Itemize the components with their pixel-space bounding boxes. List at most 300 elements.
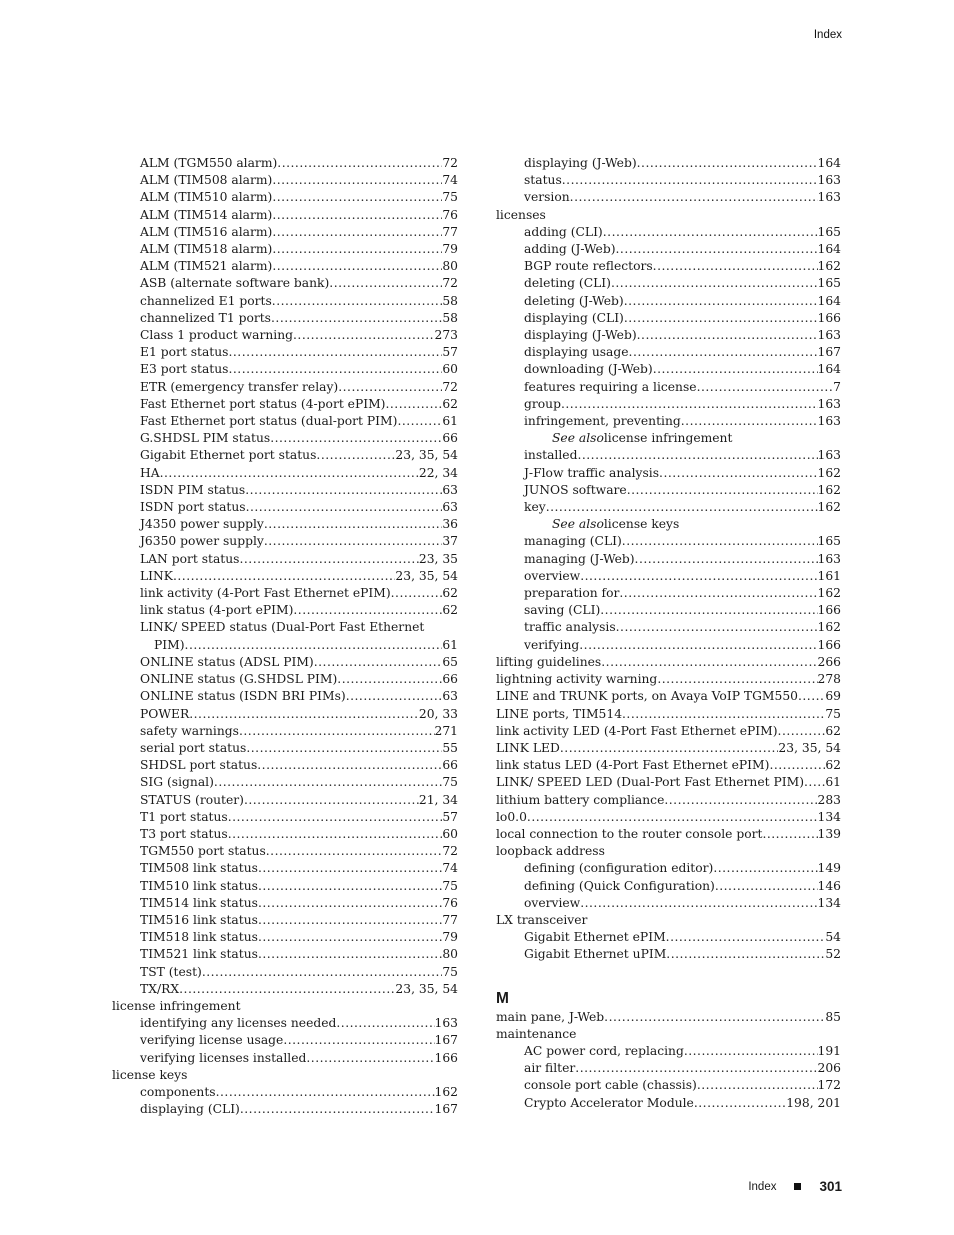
entry-text: AC power cord, replacing [524, 1043, 684, 1058]
entry-text: T3 port status [140, 826, 228, 841]
see-also-target: license infringement [603, 431, 733, 446]
entry-text: TGM550 port status [140, 844, 266, 859]
index-entry [112, 946, 458, 963]
dot-leader [240, 1101, 435, 1118]
dot-leader [239, 551, 418, 568]
index-entry [496, 344, 841, 361]
entry-text: lithium battery compliance [496, 792, 665, 807]
entry-pages: 58 [442, 293, 458, 308]
entry-pages: 55 [442, 740, 458, 755]
entry-pages: 63 [442, 689, 458, 704]
index-entry [496, 465, 841, 482]
dot-leader [778, 723, 826, 740]
dot-leader [575, 1060, 817, 1077]
dot-leader [314, 654, 443, 671]
entry-text: serial port status [140, 740, 247, 755]
dot-leader [258, 878, 442, 895]
index-entry [112, 396, 458, 413]
index-entry [496, 1060, 841, 1077]
dot-leader [622, 533, 818, 550]
index-entry [112, 155, 458, 172]
dot-leader [270, 430, 442, 447]
entry-pages: 66 [442, 672, 458, 687]
dot-leader [239, 723, 435, 740]
index-entry [496, 327, 841, 344]
dot-leader [271, 310, 442, 327]
index-entry [112, 327, 458, 344]
entry-text: overview [524, 568, 581, 583]
page-number: 301 [819, 1179, 842, 1194]
index-entry [496, 361, 841, 378]
entry-pages: 162 [817, 586, 841, 601]
dot-leader [611, 275, 818, 292]
entry-pages: 167 [817, 345, 841, 360]
entry-text: overview [524, 895, 581, 910]
index-entry [112, 172, 458, 189]
entry-pages: 75 [442, 878, 458, 893]
index-entry [112, 482, 458, 499]
dot-leader [577, 447, 817, 464]
entry-pages: 79 [442, 930, 458, 945]
dot-leader [579, 637, 817, 654]
entry-text: PIM) [154, 637, 185, 652]
entry-text: installed [524, 448, 578, 463]
entry-text: channelized E1 ports [140, 293, 272, 308]
entry-pages: 166 [434, 1050, 458, 1065]
entry-pages: 37 [442, 534, 458, 549]
running-head: Index [813, 29, 842, 41]
entry-pages: 72 [442, 844, 458, 859]
index-entry [496, 878, 841, 895]
index-entry [112, 809, 458, 826]
index-entry [112, 465, 458, 482]
footer-square-icon [794, 1183, 801, 1190]
index-entry [496, 585, 841, 602]
entry-pages: 165 [817, 276, 841, 291]
entry-text: ETR (emergency transfer relay) [140, 379, 339, 394]
entry-text: link activity LED (4-Port Fast Ethernet ePIM) [496, 723, 778, 738]
entry-pages: 164 [817, 362, 841, 377]
entry-pages: 75 [442, 964, 458, 979]
entry-text: main pane, J-Web [496, 1009, 605, 1024]
dot-leader [246, 499, 443, 516]
entry-pages: 166 [817, 637, 841, 652]
dot-leader [283, 1032, 434, 1049]
entry-pages: 75 [825, 706, 841, 721]
dot-leader [580, 895, 817, 912]
entry-text: licenses [496, 207, 546, 222]
index-entry [496, 912, 841, 929]
dot-leader [329, 275, 442, 292]
entry-pages: 62 [442, 396, 458, 411]
index-entry [496, 430, 841, 447]
dot-leader [272, 241, 442, 258]
entry-pages: 163 [817, 448, 841, 463]
entry-text: identifying any licenses needed [140, 1016, 337, 1031]
dot-leader [272, 258, 442, 275]
dot-leader [272, 207, 442, 224]
dot-leader [266, 843, 443, 860]
index-entry [496, 826, 841, 843]
index-entry [496, 1077, 841, 1094]
index-entry [496, 1026, 841, 1043]
index-entry [112, 981, 458, 998]
entry-text: SIG (signal) [140, 775, 214, 790]
index-entry [496, 602, 841, 619]
entry-text: ALM (TGM550 alarm) [140, 156, 278, 170]
entry-text: Gigabit Ethernet port status [140, 448, 317, 463]
dot-leader [272, 224, 442, 241]
index-entry [112, 241, 458, 258]
entry-text: ALM (TIM510 alarm) [140, 190, 273, 205]
dot-leader [228, 344, 442, 361]
entry-text: verifying [524, 637, 580, 652]
entry-text: downloading (J-Web) [524, 362, 653, 377]
index-entry [496, 757, 841, 774]
dot-leader [666, 946, 825, 963]
entry-pages: 162 [817, 259, 841, 274]
index-entry [112, 568, 458, 585]
dot-leader [216, 1084, 435, 1101]
entry-pages: 278 [817, 672, 841, 687]
dot-leader [272, 189, 442, 206]
entry-text: J-Flow traffic analysis [524, 465, 660, 480]
page-footer [748, 1179, 842, 1194]
entry-pages: 62 [442, 603, 458, 618]
dot-leader [570, 189, 818, 206]
entry-pages: 80 [442, 947, 458, 962]
entry-text: TIM508 link status [140, 861, 258, 876]
entry-pages: 66 [442, 431, 458, 446]
index-entry [112, 361, 458, 378]
entry-text: Fast Ethernet port status (dual-port PIM) [140, 414, 398, 429]
entry-pages: 36 [442, 517, 458, 532]
entry-text: ONLINE status (ADSL PIM) [140, 654, 314, 669]
dot-leader [653, 258, 818, 275]
index-entry [112, 533, 458, 550]
dot-leader [179, 981, 395, 998]
index-entry-continuation [112, 637, 458, 654]
entry-text: ALM (TIM516 alarm) [140, 224, 273, 239]
dot-leader [659, 465, 817, 482]
entry-text: Fast Ethernet port status (4-port ePIM) [140, 396, 386, 411]
index-entry [112, 585, 458, 602]
index-entry [496, 310, 841, 327]
dot-leader [637, 155, 818, 172]
index-entry [112, 344, 458, 361]
entry-text: ONLINE status (ISDN BRI PIMs) [140, 689, 346, 704]
entry-pages: 22, 34 [418, 465, 458, 480]
dot-leader [762, 826, 817, 843]
entry-pages: 72 [442, 276, 458, 291]
index-entry [496, 207, 841, 224]
entry-pages: 58 [442, 310, 458, 325]
dot-leader [391, 585, 443, 602]
index-entry [112, 602, 458, 619]
entry-text: managing (CLI) [524, 534, 622, 549]
index-entry [112, 207, 458, 224]
entry-pages: 63 [442, 482, 458, 497]
dot-leader [338, 379, 442, 396]
dot-leader [293, 602, 442, 619]
entry-pages: 167 [434, 1033, 458, 1048]
dot-leader [185, 637, 443, 654]
index-entry [496, 499, 841, 516]
index-entry [496, 1009, 841, 1026]
entry-text: ISDN PIM status [140, 482, 246, 497]
index-entry [496, 379, 841, 396]
dot-leader [546, 499, 818, 516]
index-entry [496, 843, 841, 860]
entry-pages: 198, 201 [786, 1095, 841, 1110]
entry-text: LINK LED [496, 740, 560, 755]
dot-leader [601, 654, 817, 671]
entry-pages: 166 [817, 603, 841, 618]
entry-pages: 163 [817, 551, 841, 566]
index-entry [496, 946, 841, 963]
dot-leader [619, 585, 817, 602]
index-entry [112, 224, 458, 241]
index-entry [112, 671, 458, 688]
dot-leader [246, 740, 442, 757]
dot-leader [160, 465, 419, 482]
entry-text: ALM (TIM518 alarm) [140, 242, 273, 257]
entry-pages: 62 [442, 586, 458, 601]
entry-pages: 85 [825, 1009, 841, 1024]
entry-pages: 23, 35, 54 [778, 740, 841, 755]
entry-text: J4350 power supply [140, 517, 264, 532]
index-entry [496, 723, 841, 740]
entry-text: E3 port status [140, 362, 229, 377]
dot-leader [228, 826, 443, 843]
entry-pages: 164 [817, 242, 841, 257]
index-entry [496, 396, 841, 413]
entry-text: J6350 power supply [140, 534, 264, 549]
entry-pages: 23, 35, 54 [395, 448, 458, 463]
dot-leader [666, 929, 826, 946]
entry-text: adding (J-Web) [524, 242, 616, 257]
entry-text: displaying (J-Web) [524, 156, 637, 170]
entry-pages: 283 [817, 792, 841, 807]
entry-text: LINE and TRUNK ports, on Avaya VoIP TGM550 [496, 689, 798, 704]
entry-text: displaying (CLI) [524, 310, 624, 325]
index-entry [496, 482, 841, 499]
entry-text: Class 1 product warning [140, 328, 293, 343]
entry-pages: 57 [442, 809, 458, 824]
entry-pages: 74 [442, 173, 458, 188]
index-entry [112, 1032, 458, 1049]
entry-pages: 266 [817, 654, 841, 669]
index-entry [496, 809, 841, 826]
entry-pages: 163 [817, 414, 841, 429]
entry-pages: 163 [817, 173, 841, 188]
see-also-label: See also [552, 431, 604, 446]
index-entry [112, 189, 458, 206]
entry-pages: 57 [442, 345, 458, 360]
dot-leader [804, 774, 825, 791]
index-entry [112, 310, 458, 327]
index-entry [112, 895, 458, 912]
entry-pages: 76 [442, 207, 458, 222]
see-also-label: See also [552, 517, 604, 532]
dot-leader [798, 688, 825, 705]
index-letter-heading: M [496, 989, 509, 1007]
index-entry [112, 499, 458, 516]
dot-leader [264, 533, 442, 550]
index-entry [112, 964, 458, 981]
entry-pages: 74 [442, 861, 458, 876]
entry-text: deleting (J-Web) [524, 293, 624, 308]
entry-pages: 162 [434, 1084, 458, 1099]
index-entry [112, 258, 458, 275]
entry-pages: 163 [817, 396, 841, 411]
entry-pages: 163 [434, 1016, 458, 1031]
entry-pages: 163 [817, 328, 841, 343]
entry-text: displaying (J-Web) [524, 328, 637, 343]
dot-leader [245, 482, 442, 499]
dot-leader [624, 293, 818, 310]
dot-leader [694, 1095, 786, 1112]
dot-leader [173, 568, 395, 585]
index-entry [112, 774, 458, 791]
entry-text: loopback address [496, 844, 605, 859]
entry-text: channelized T1 ports [140, 310, 271, 325]
entry-pages: 162 [817, 465, 841, 480]
entry-text: TST (test) [140, 964, 202, 979]
index-column-right [496, 155, 841, 1112]
dot-leader [189, 706, 419, 723]
entry-pages: 65 [442, 654, 458, 669]
dot-leader [616, 241, 818, 258]
entry-text: air filter [524, 1061, 576, 1076]
entry-pages: 146 [817, 878, 841, 893]
dot-leader [397, 413, 442, 430]
index-entry [112, 860, 458, 877]
entry-pages: 23, 35 [418, 551, 458, 566]
entry-pages: 7 [833, 379, 841, 394]
index-entry [496, 1095, 841, 1112]
entry-text: POWER [140, 706, 190, 721]
index-entry [112, 275, 458, 292]
dot-leader [293, 327, 435, 344]
dot-leader [346, 688, 443, 705]
entry-pages: 69 [825, 689, 841, 704]
index-entry [112, 723, 458, 740]
dot-leader [316, 447, 395, 464]
dot-leader [527, 809, 818, 826]
index-entry [496, 172, 841, 189]
entry-text: local connection to the router console port [496, 826, 763, 841]
entry-text: TX/RX [140, 981, 180, 996]
index-entry [496, 637, 841, 654]
entry-text: TIM510 link status [140, 878, 258, 893]
index-entry [112, 998, 458, 1015]
entry-text: LINK/ SPEED status (Dual-Port Fast Ethernet [140, 620, 425, 635]
entry-text: lifting guidelines [496, 654, 602, 669]
entry-pages: 162 [817, 500, 841, 515]
entry-text: status [524, 173, 562, 188]
index-entry [112, 826, 458, 843]
index-entry [496, 447, 841, 464]
entry-text: safety warnings [140, 723, 239, 738]
entry-text: lo0.0 [496, 809, 527, 824]
dot-leader [336, 1015, 434, 1032]
entry-pages: 72 [442, 379, 458, 394]
entry-pages: 61 [442, 637, 458, 652]
entry-text: console port cable (chassis) [524, 1078, 697, 1093]
entry-text: Gigabit Ethernet ePIM [524, 930, 666, 945]
dot-leader [624, 310, 818, 327]
entry-text: LINK/ SPEED LED (Dual-Port Fast Ethernet PIM) [496, 775, 805, 790]
index-entry [496, 1043, 841, 1060]
entry-text: TIM521 link status [140, 947, 258, 962]
index-entry [496, 224, 841, 241]
index-entry [496, 516, 841, 533]
dot-leader [600, 602, 817, 619]
entry-text: deleting (CLI) [524, 276, 611, 291]
entry-text: verifying licenses installed [140, 1050, 307, 1065]
see-also-target: license keys [603, 517, 680, 532]
dot-leader [306, 1050, 434, 1067]
entry-pages: 161 [817, 568, 841, 583]
dot-leader [202, 964, 443, 981]
entry-text: version [524, 190, 570, 205]
dot-leader [769, 757, 825, 774]
entry-text: defining (Quick Configuration) [524, 878, 715, 893]
entry-pages: 21, 34 [418, 792, 458, 807]
entry-pages: 191 [817, 1043, 841, 1058]
dot-leader [627, 482, 818, 499]
dot-leader [616, 619, 818, 636]
entry-text: STATUS (router) [140, 792, 244, 807]
dot-leader [228, 809, 443, 826]
dot-leader [622, 706, 825, 723]
index-entry [112, 1101, 458, 1118]
entry-pages: 23, 35, 54 [395, 568, 458, 583]
dot-leader [635, 551, 818, 568]
entry-pages: 52 [825, 947, 841, 962]
index-entry [112, 688, 458, 705]
index-entry [112, 413, 458, 430]
index-entry [112, 706, 458, 723]
entry-text: LINE ports, TIM514 [496, 706, 623, 721]
entry-pages: 271 [434, 723, 458, 738]
entry-pages: 206 [817, 1061, 841, 1076]
dot-leader [258, 912, 442, 929]
dot-leader [653, 361, 818, 378]
index-entry [496, 895, 841, 912]
entry-pages: 61 [825, 775, 841, 790]
entry-pages: 80 [442, 259, 458, 274]
index-entry [496, 413, 841, 430]
entry-text: ALM (TIM521 alarm) [140, 259, 273, 274]
entry-text: license infringement [112, 998, 241, 1013]
dot-leader [637, 327, 818, 344]
entry-text: link activity (4-Port Fast Ethernet ePIM) [140, 586, 391, 601]
entry-text: TIM514 link status [140, 895, 258, 910]
index-entry [112, 516, 458, 533]
entry-text: BGP route reflectors [524, 259, 653, 274]
index-entry [112, 1084, 458, 1101]
entry-text: ISDN port status [140, 500, 246, 515]
entry-pages: 72 [442, 156, 458, 170]
entry-text: displaying usage [524, 345, 629, 360]
dot-leader [697, 379, 834, 396]
entry-pages: 163 [817, 190, 841, 205]
index-entry [112, 929, 458, 946]
entry-text: G.SHDSL PIM status [140, 431, 271, 446]
entry-pages: 79 [442, 242, 458, 257]
